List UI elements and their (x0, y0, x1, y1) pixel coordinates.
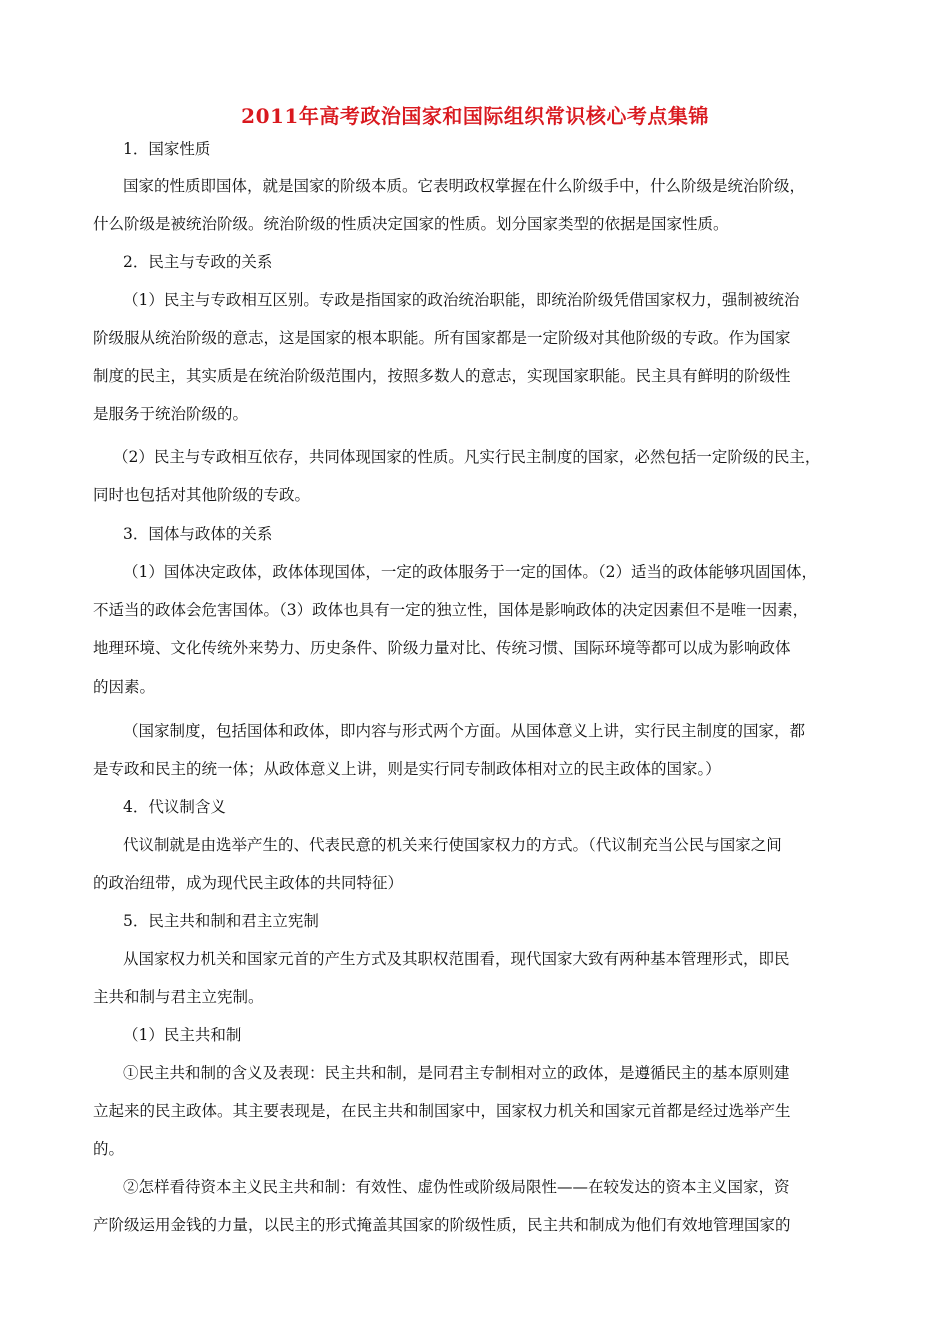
paragraph-line: 立起来的民主政体。其主要表现是，在民主共和制国家中，国家权力机关和国家元首都是经过选举产生 (93, 1102, 791, 1120)
paragraph-line: 从国家权力机关和国家元首的产生方式及其职权范围看，现代国家大致有两种基本管理形式，即民 (123, 950, 790, 968)
paragraph-line: 同时也包括对其他阶级的专政。 (93, 486, 311, 504)
paragraph-line: （国家制度，包括国体和政体，即内容与形式两个方面。从国体意义上讲，实行民主制度的国家，都 (123, 722, 806, 740)
section-heading-5: 5．民主共和制和君主立宪制 (123, 912, 319, 930)
paragraph-line: （2）民主与专政相互依存，共同体现国家的性质。凡实行民主制度的国家，必然包括一定阶级的民主， (113, 448, 821, 466)
paragraph-line: （1）国体决定政体，政体体现国体，一定的政体服务于一定的国体。（2）适当的政体能够巩固国体， (123, 563, 817, 581)
paragraph-line: 的。 (93, 1140, 125, 1158)
paragraph-line: 主共和制与君主立宪制。 (93, 988, 264, 1006)
paragraph-line: 地理环境、文化传统外来势力、历史条件、阶级力量对比、传统习惯、国际环境等都可以成为影响政体 (93, 639, 791, 657)
paragraph-line: 的政治纽带，成为现代民主政体的共同特征） (93, 874, 404, 892)
section-heading-2: 2．民主与专政的关系 (123, 253, 273, 271)
paragraph-line: 是服务于统治阶级的。 (93, 405, 249, 423)
section-heading-1: 1．国家性质 (123, 140, 211, 158)
paragraph-line: ①民主共和制的含义及表现：民主共和制，是同君主专制相对立的政体，是遵循民主的基本原则建 (123, 1064, 790, 1082)
subsection-heading: （1）民主共和制 (123, 1026, 242, 1044)
section-heading-3: 3．国体与政体的关系 (123, 525, 273, 543)
paragraph-line: 阶级服从统治阶级的意志，这是国家的根本职能。所有国家都是一定阶级对其他阶级的专政。作为国家 (93, 329, 791, 347)
paragraph-line: 的因素。 (93, 678, 156, 696)
paragraph-line: ②怎样看待资本主义民主共和制：有效性、虚伪性或阶级局限性——在较发达的资本主义国家，资 (123, 1178, 790, 1196)
paragraph-line: 什么阶级是被统治阶级。统治阶级的性质决定国家的性质。划分国家类型的依据是国家性质。 (93, 215, 729, 233)
paragraph-line: 是专政和民主的统一体；从政体意义上讲，则是实行同专制政体相对立的民主政体的国家。） (93, 760, 721, 778)
paragraph-line: 代议制就是由选举产生的、代表民意的机关来行使国家权力的方式。（代议制充当公民与国家之间 (123, 836, 782, 854)
document-title: 2011年高考政治国家和国际组织常识核心考点集锦 (241, 104, 709, 128)
paragraph-line: 制度的民主，其实质是在统治阶级范围内，按照多数人的意志，实现国家职能。民主具有鲜明的阶级性 (93, 367, 791, 385)
section-heading-4: 4．代议制含义 (123, 798, 226, 816)
paragraph-line: 产阶级运用金钱的力量，以民主的形式掩盖其国家的阶级性质，民主共和制成为他们有效地管理国家的 (93, 1216, 791, 1234)
paragraph-line: 不适当的政体会危害国体。（3）政体也具有一定的独立性，国体是影响政体的决定因素但不是唯一因素， (93, 601, 809, 619)
paragraph-line: （1）民主与专政相互区别。专政是指国家的政治统治职能，即统治阶级凭借国家权力，强制被统治 (123, 291, 800, 309)
paragraph-line: 国家的性质即国体，就是国家的阶级本质。它表明政权掌握在什么阶级手中，什么阶级是统治阶级， (123, 177, 806, 195)
